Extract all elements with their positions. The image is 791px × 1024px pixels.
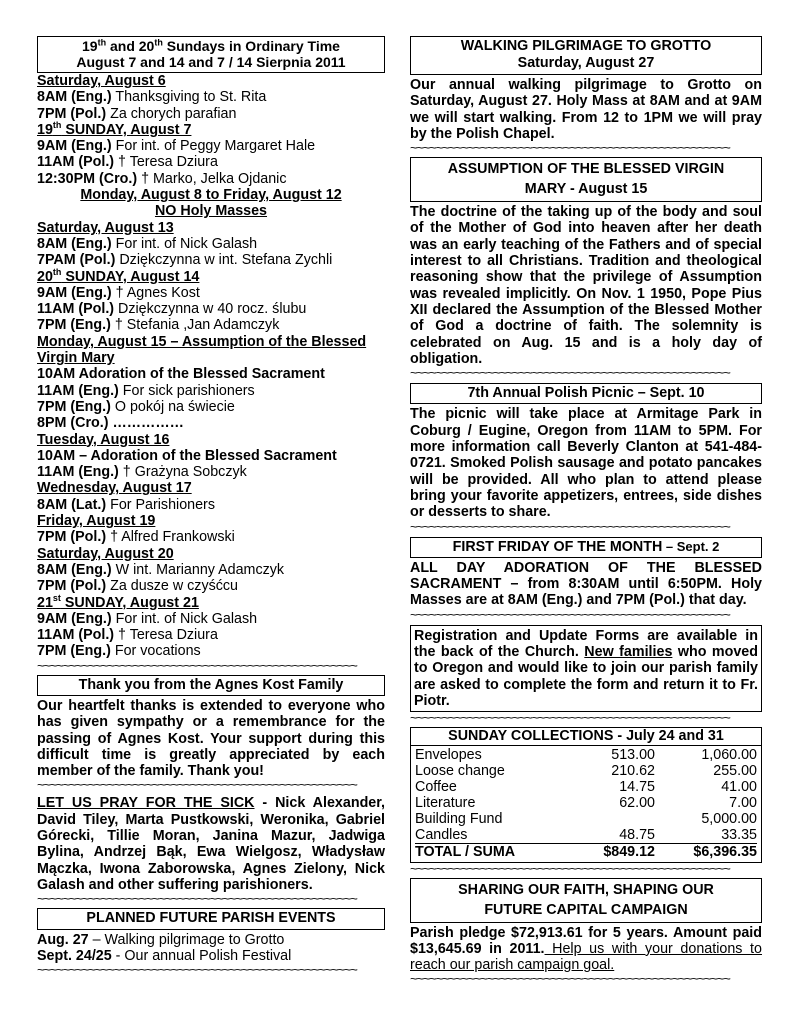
mass-intention: † Alfred Frankowski xyxy=(106,529,235,546)
mass-intention: For vocations xyxy=(110,643,201,660)
mass-entry xyxy=(37,529,385,545)
schedule-day-heading: Saturday, August 13 xyxy=(37,219,174,236)
collections-title: SUNDAY COLLECTIONS - July 24 and 31 xyxy=(411,728,761,745)
mass-time: 7PM (Eng.) xyxy=(37,398,111,415)
collection-row: Coffee 14.75 41.00 xyxy=(415,778,757,795)
mass-intention: † Stefania ,Jan Adamczyk xyxy=(110,317,280,334)
mass-intention: Za dusze w czyśćcu xyxy=(106,578,238,595)
divider: ~~~~~~~~~~~~~~~~~~~~~~~~~~~~~~~~~~~~~~~~~~~~~~~~~~ xyxy=(37,779,357,792)
mass-time: 7PM (Pol.) xyxy=(37,578,107,595)
schedule-event: 10AM – Adoration of the Blessed Sacrament xyxy=(37,447,337,464)
first-friday-title: FIRST FRIDAY OF THE MONTH – Sept. 2 xyxy=(410,537,762,558)
mass-time: 11AM (Pol.) xyxy=(37,154,115,171)
divider: ~~~~~~~~~~~~~~~~~~~~~~~~~~~~~~~~~~~~~~~~~~~~~~~~~~ xyxy=(410,367,730,380)
pray-for-sick xyxy=(37,795,385,893)
mass-intention: For int. of Nick Galash xyxy=(111,610,258,627)
mass-time: 7PAM (Pol.) xyxy=(37,252,116,269)
divider: ~~~~~~~~~~~~~~~~~~~~~~~~~~~~~~~~~~~~~~~~~~~~~~~~~~ xyxy=(37,659,357,672)
collection-row: Building Fund 5,000.00 xyxy=(415,810,757,827)
pilgrimage-body: Our annual walking pilgrimage to Grotto on Saturday, August 27. Holy Mass at 8AM and at 9AM we will start walking. From 12 to 1PM we will pray by the Polish Chapel. xyxy=(410,77,762,142)
mass-time: 8AM (Eng.) xyxy=(37,89,112,106)
mass-schedule xyxy=(37,73,385,660)
assumption-header xyxy=(410,157,762,202)
mass-intention: † Teresa Dziura xyxy=(114,627,218,644)
collections-box xyxy=(410,727,762,862)
picnic-body: The picnic will take place at Armitage Park in Coburg / Eugine, Oregon from 11AM to 5PM. For more information call Beverly Clanton at 541-484-0721. Smoked Polish sausage and potato pancakes will be provided. All who plan to attend please bring your favorite appetizers, entrees, side dishes or desserts to share. xyxy=(410,406,762,521)
pray-body: - Nick Alexander, David Tiley, Marta Pustkowski, Weronika, Gabriel Górecki, Tillie Moran, Janina Mazur, Jadwiga Bylina, Andrzej Bąk, Ewa Wielgosz, Władysław Mączka, Iwona Zaborowska, Agnes Zielony, Nick Galash and other suffering parishioners. xyxy=(37,795,385,893)
mass-time: 7PM (Pol.) xyxy=(37,529,107,546)
assumption-title-line2: MARY - August 15 xyxy=(524,181,648,198)
mass-time: 7PM (Eng.) xyxy=(37,317,111,334)
collections-table xyxy=(415,747,757,860)
mass-time: 9AM (Eng.) xyxy=(37,284,112,301)
mass-entry xyxy=(37,383,385,399)
mass-entry xyxy=(37,285,385,301)
pilgrimage-subtitle: Saturday, August 27 xyxy=(517,55,655,71)
future-event-item: Aug. 27 – Walking pilgrimage to Grotto xyxy=(37,931,285,948)
schedule-event: 8PM (Cro.) …………… xyxy=(37,415,184,432)
future-events-title: PLANNED FUTURE PARISH EVENTS xyxy=(37,908,385,929)
mass-entry xyxy=(37,464,385,480)
schedule-header-line2: August 7 and 14 and 7 / 14 Sierpnia 2011 xyxy=(76,54,346,70)
registration-box: Registration and Update Forms are available in the back of the Church. New families who moved to Oregon and would like to join our parish family are asked to complete the form and return it to Fr. Piotr. xyxy=(410,625,762,712)
schedule-day-heading: Saturday, August 20 xyxy=(37,545,174,562)
mass-entry xyxy=(37,643,385,659)
divider: ~~~~~~~~~~~~~~~~~~~~~~~~~~~~~~~~~~~~~~~~~~~~~~~~~~ xyxy=(410,862,730,875)
picnic-title: 7th Annual Polish Picnic – Sept. 10 xyxy=(410,383,762,404)
divider: ~~~~~~~~~~~~~~~~~~~~~~~~~~~~~~~~~~~~~~~~~~~~~~~~~~ xyxy=(37,964,357,977)
pilgrimage-header xyxy=(410,36,762,75)
divider: ~~~~~~~~~~~~~~~~~~~~~~~~~~~~~~~~~~~~~~~~~~~~~~~~~~ xyxy=(410,142,730,155)
campaign-title-line1: SHARING OUR FAITH, SHAPING OUR xyxy=(458,881,714,898)
collection-total-row: TOTAL / SUMA $849.12 $6,396.35 xyxy=(415,843,757,860)
mass-intention: Za chorych parafian xyxy=(106,105,237,122)
schedule-day-heading: Friday, August 19 xyxy=(37,513,156,530)
mass-intention: For Parishioners xyxy=(106,496,215,513)
mass-intention: W int. Marianny Adamczyk xyxy=(111,561,285,578)
pray-label: LET US PRAY FOR THE SICK xyxy=(37,795,255,812)
mass-intention: † Marko, Jelka Ojdanic xyxy=(137,170,287,187)
mass-intention: Thanksgiving to St. Rita xyxy=(111,89,267,106)
mass-intention: For int. of Peggy Margaret Hale xyxy=(111,138,316,155)
mass-entry xyxy=(37,611,385,627)
left-column xyxy=(37,36,385,976)
mass-time: 12:30PM (Cro.) xyxy=(37,170,138,187)
mass-entry xyxy=(37,236,385,252)
mass-time: 11AM (Eng.) xyxy=(37,382,119,399)
mass-intention: † Teresa Dziura xyxy=(114,154,218,171)
mass-time: 8AM (Lat.) xyxy=(37,496,107,513)
divider: ~~~~~~~~~~~~~~~~~~~~~~~~~~~~~~~~~~~~~~~~~~~~~~~~~~ xyxy=(410,520,730,533)
collection-row: Literature 62.00 7.00 xyxy=(415,794,757,811)
mass-entry xyxy=(37,89,385,105)
mass-intention: For sick parishioners xyxy=(118,382,255,399)
assumption-title-line1: ASSUMPTION OF THE BLESSED VIRGIN xyxy=(447,161,725,178)
mass-entry xyxy=(37,562,385,578)
campaign-body: Parish pledge $72,913.61 for 5 years. Amount paid $13,645.69 in 2011. Help us with your donations to reach our parish campaign goal. xyxy=(410,924,762,974)
donation-link[interactable]: Help us with your donations to reach our parish campaign goal. xyxy=(410,940,762,974)
schedule-event: 10AM Adoration of the Blessed Sacrament xyxy=(37,366,325,383)
divider: ~~~~~~~~~~~~~~~~~~~~~~~~~~~~~~~~~~~~~~~~~~~~~~~~~~ xyxy=(410,973,730,986)
mass-entry xyxy=(37,497,385,513)
schedule-note: Monday, August 8 to Friday, August 12 xyxy=(80,187,342,204)
right-column xyxy=(410,36,762,985)
divider: ~~~~~~~~~~~~~~~~~~~~~~~~~~~~~~~~~~~~~~~~~~~~~~~~~~ xyxy=(410,608,730,621)
mass-entry xyxy=(37,578,385,594)
mass-time: 9AM (Eng.) xyxy=(37,610,112,627)
mass-entry xyxy=(37,317,385,333)
thank-you-title: Thank you from the Agnes Kost Family xyxy=(37,675,385,696)
collection-row: Candles 48.75 33.35 xyxy=(415,826,757,843)
mass-time: 11AM (Pol.) xyxy=(37,301,115,318)
campaign-header xyxy=(410,878,762,923)
new-families-label: New families xyxy=(584,644,673,661)
divider: ~~~~~~~~~~~~~~~~~~~~~~~~~~~~~~~~~~~~~~~~~~~~~~~~~~ xyxy=(37,893,357,906)
assumption-body: The doctrine of the taking up of the body and soul of the Mother of God into heaven after her death was an early teaching of the Fathers and of special interest to all Christians. Tradition and theological reasoning show that the privilege of Assumption was revealed implicitly. On Nov. 1 1950, Pope Pius XII declared the Assumption of the Blessed Mother of God a doctrine of faith. The solemnity is celebrated on Aug. 15 and is a holy day of obligation. xyxy=(410,204,762,367)
divider: ~~~~~~~~~~~~~~~~~~~~~~~~~~~~~~~~~~~~~~~~~~~~~~~~~~ xyxy=(410,712,730,725)
first-friday-body: ALL DAY ADORATION OF THE BLESSED SACRAMENT – from 8:30AM until 6:50PM. Holy Masses are at 8AM (Eng.) and 7PM (Pol.) that day. xyxy=(410,559,762,609)
schedule-header xyxy=(37,36,385,73)
mass-entry xyxy=(37,106,385,122)
mass-time: 9AM (Eng.) xyxy=(37,138,112,155)
mass-entry xyxy=(37,399,385,415)
schedule-day-heading: Wednesday, August 17 xyxy=(37,480,192,497)
mass-entry xyxy=(37,138,385,154)
collection-row: Loose change 210.62 255.00 xyxy=(415,762,757,779)
mass-intention: † Grażyna Sobczyk xyxy=(118,464,247,481)
mass-time: 8AM (Eng.) xyxy=(37,235,112,252)
schedule-sunday-heading: 21st SUNDAY, August 21 xyxy=(37,592,199,611)
mass-entry xyxy=(37,301,385,317)
mass-intention: O pokój na świecie xyxy=(110,398,235,415)
schedule-day-heading: Virgin Mary xyxy=(37,350,115,367)
mass-intention: † Agnes Kost xyxy=(111,284,200,301)
mass-intention: For int. of Nick Galash xyxy=(111,235,258,252)
future-event-item: Sept. 24/25 - Our annual Polish Festival xyxy=(37,947,292,964)
mass-time: 11AM (Pol.) xyxy=(37,627,115,644)
mass-entry xyxy=(37,171,385,187)
schedule-sunday-heading: 19th SUNDAY, August 7 xyxy=(37,120,192,138)
mass-time: 7PM (Pol.) xyxy=(37,105,107,122)
collection-row: Envelopes 513.00 1,060.00 xyxy=(415,746,757,763)
schedule-header-line1: 19th and 20th Sundays in Ordinary Time xyxy=(82,37,340,54)
mass-entry xyxy=(37,154,385,170)
mass-intention: Dziękczynna w int. Stefana Zychli xyxy=(115,252,333,269)
pilgrimage-title: WALKING PILGRIMAGE TO GROTTO xyxy=(460,38,712,54)
schedule-note: NO Holy Masses xyxy=(154,203,268,220)
thank-you-body: Our heartfelt thanks is extended to everyone who has given sympathy or a remembrance for the passing of Agnes Kost. Your support during this difficult time is greatly appreciated by each member of the family. Thank you! xyxy=(37,697,385,780)
campaign-title-line2: FUTURE CAPITAL CAMPAIGN xyxy=(484,901,688,918)
schedule-day-heading: Monday, August 15 – Assumption of the Blessed xyxy=(37,333,367,350)
mass-entry xyxy=(37,627,385,643)
mass-time: 11AM (Eng.) xyxy=(37,464,119,481)
schedule-day-heading: Tuesday, August 16 xyxy=(37,431,170,448)
mass-intention: Dziękczynna w 40 rocz. ślubu xyxy=(114,301,307,318)
mass-time: 7PM (Eng.) xyxy=(37,643,111,660)
mass-time: 8AM (Eng.) xyxy=(37,561,112,578)
future-events-list xyxy=(37,932,385,965)
schedule-sunday-heading: 20th SUNDAY, August 14 xyxy=(37,266,200,285)
mass-entry xyxy=(37,252,385,268)
schedule-day-heading: Saturday, August 6 xyxy=(37,73,166,89)
